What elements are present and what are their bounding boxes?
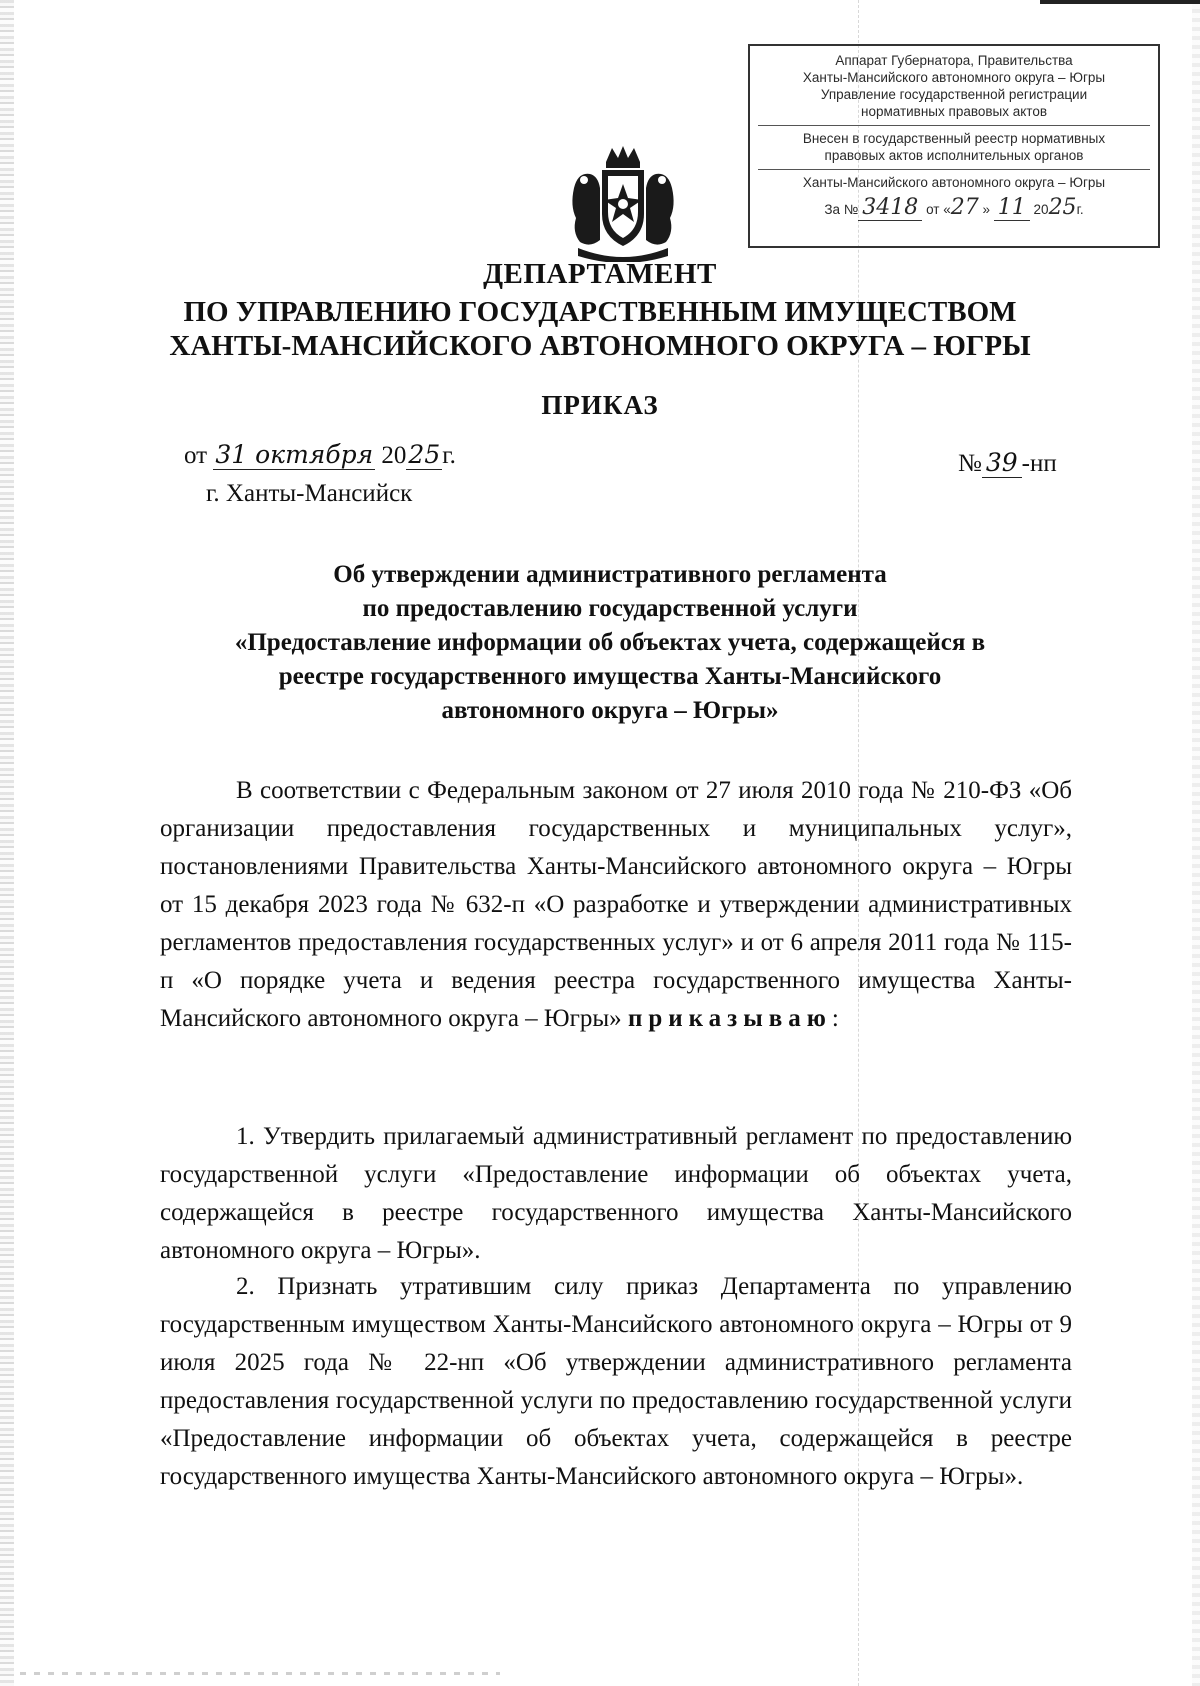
stamp-line-4: нормативных правовых актов [860, 104, 1048, 119]
department-title-line-1: ДЕПАРТАМЕНТ [483, 258, 717, 290]
scan-noise [20, 1672, 500, 1675]
stamp-reg-month: 11 [994, 195, 1030, 221]
stamp-line-7: Ханты-Мансийского автономного округа – Югры [802, 175, 1106, 190]
department-title-line-2: ПО УПРАВЛЕНИЮ ГОСУДАРСТВЕННЫМ ИМУЩЕСТВОМ [183, 296, 1017, 328]
order-number-handwritten: 39 [982, 448, 1022, 478]
stamp-reg-prefix: За № [824, 202, 859, 217]
order-city: г. Ханты-Мансийск [206, 480, 413, 507]
order-number-prefix: № [958, 450, 982, 477]
scan-edge-right [1192, 0, 1200, 1686]
stamp-line-3: Управление государственной регистрации [820, 87, 1088, 102]
stamp-separator [758, 169, 1150, 170]
stamp-reg-from: от « [926, 202, 951, 217]
stamp-reg-day: 27 [950, 195, 979, 220]
order-subject [160, 558, 1060, 728]
stamp-reg-year-prefix: 20 [1033, 202, 1049, 217]
order-year-suffix: г. [442, 442, 456, 469]
subject-line-2: по предоставлению государственной услуги [362, 595, 858, 622]
order-date-prefix: от [184, 442, 208, 469]
subject-line-1: Об утверждении административного регламента [333, 561, 887, 588]
subject-line-5: автономного округа – Югры» [441, 697, 779, 724]
order-number-suffix: -нп [1021, 450, 1057, 477]
stamp-line-1: Аппарат Губернатора, Правительства [835, 53, 1073, 68]
order-item-1: 1. Утвердить прилагаемый административный регламент по предоставлению государственной услуги «Предоставление информации об объектах учета, содержащейся в реестре государственного имущества Ханты-Мансийского автономного округа – Югры». [160, 1123, 1072, 1264]
stamp-line-5: Внесен в государственный реестр нормативных [802, 131, 1106, 146]
order-date-handwritten: 31 октября [215, 440, 374, 469]
stamp-reg-year: 25 [1048, 195, 1077, 220]
preamble-colon: : [831, 1005, 839, 1032]
stamp-reg-number: 3418 [858, 195, 922, 221]
stamp-reg-suffix: г. [1076, 202, 1084, 217]
stamp-line-6: правовых актов исполнительных органов [824, 148, 1084, 163]
department-title-line-3: ХАНТЫ-МАНСИЙСКОГО АВТОНОМНОГО ОКРУГА – ЮГРЫ [169, 330, 1031, 362]
document-type-title: ПРИКАЗ [541, 390, 659, 420]
prikazyvayu-word: приказываю [627, 1005, 832, 1032]
subject-line-4: реестре государственного имущества Ханты-Мансийского [278, 663, 942, 690]
khmao-coat-of-arms-icon [568, 144, 678, 262]
preamble-paragraph [160, 772, 1072, 1038]
order-year-handwritten: 25 [408, 440, 441, 469]
order-date [184, 440, 456, 470]
preamble-text: В соответствии с Федеральным законом от 27 июля 2010 года № 210-ФЗ «Об организации предоставления государственных и муниципальных услуг», постановлениями Правительства Ханты-Мансийского автономного округа – Югры от 15 декабря 2023 года № 632-п «О разработке и утверждении административных регламентов предоставления государственных услуг» и от 6 апреля 2011 года № 115-п «О порядке учета и ведения реестра государственного имущества Ханты-Мансийского автономного округа – Югры» [160, 777, 1072, 1032]
order-item-2: 2. Признать утратившим силу приказ Департамента по управлению государственным имуществом Ханты-Мансийского автономного округа – Югры от 9 июля 2025 года № 22-нп «Об утверждении административного регламента предоставления государственной услуги по предоставлению государственной услуги «Предоставление информации об объектах учета, содержащейся в реестре государственного имущества Ханты-Мансийского автономного округа – Югры». [160, 1273, 1072, 1490]
stamp-separator [758, 125, 1150, 126]
order-year-prefix: 20 [381, 442, 407, 469]
registration-stamp [748, 44, 1160, 248]
scan-top-rule [1040, 0, 1200, 4]
order-number [958, 448, 1057, 478]
stamp-line-2: Ханты-Мансийского автономного округа – Югры [802, 70, 1106, 85]
stamp-registration-number [750, 195, 1158, 221]
scan-edge-left [0, 0, 14, 1686]
subject-line-3: «Предоставление информации об объектах учета, содержащейся в [234, 629, 986, 656]
stamp-reg-mid: » [982, 202, 990, 217]
